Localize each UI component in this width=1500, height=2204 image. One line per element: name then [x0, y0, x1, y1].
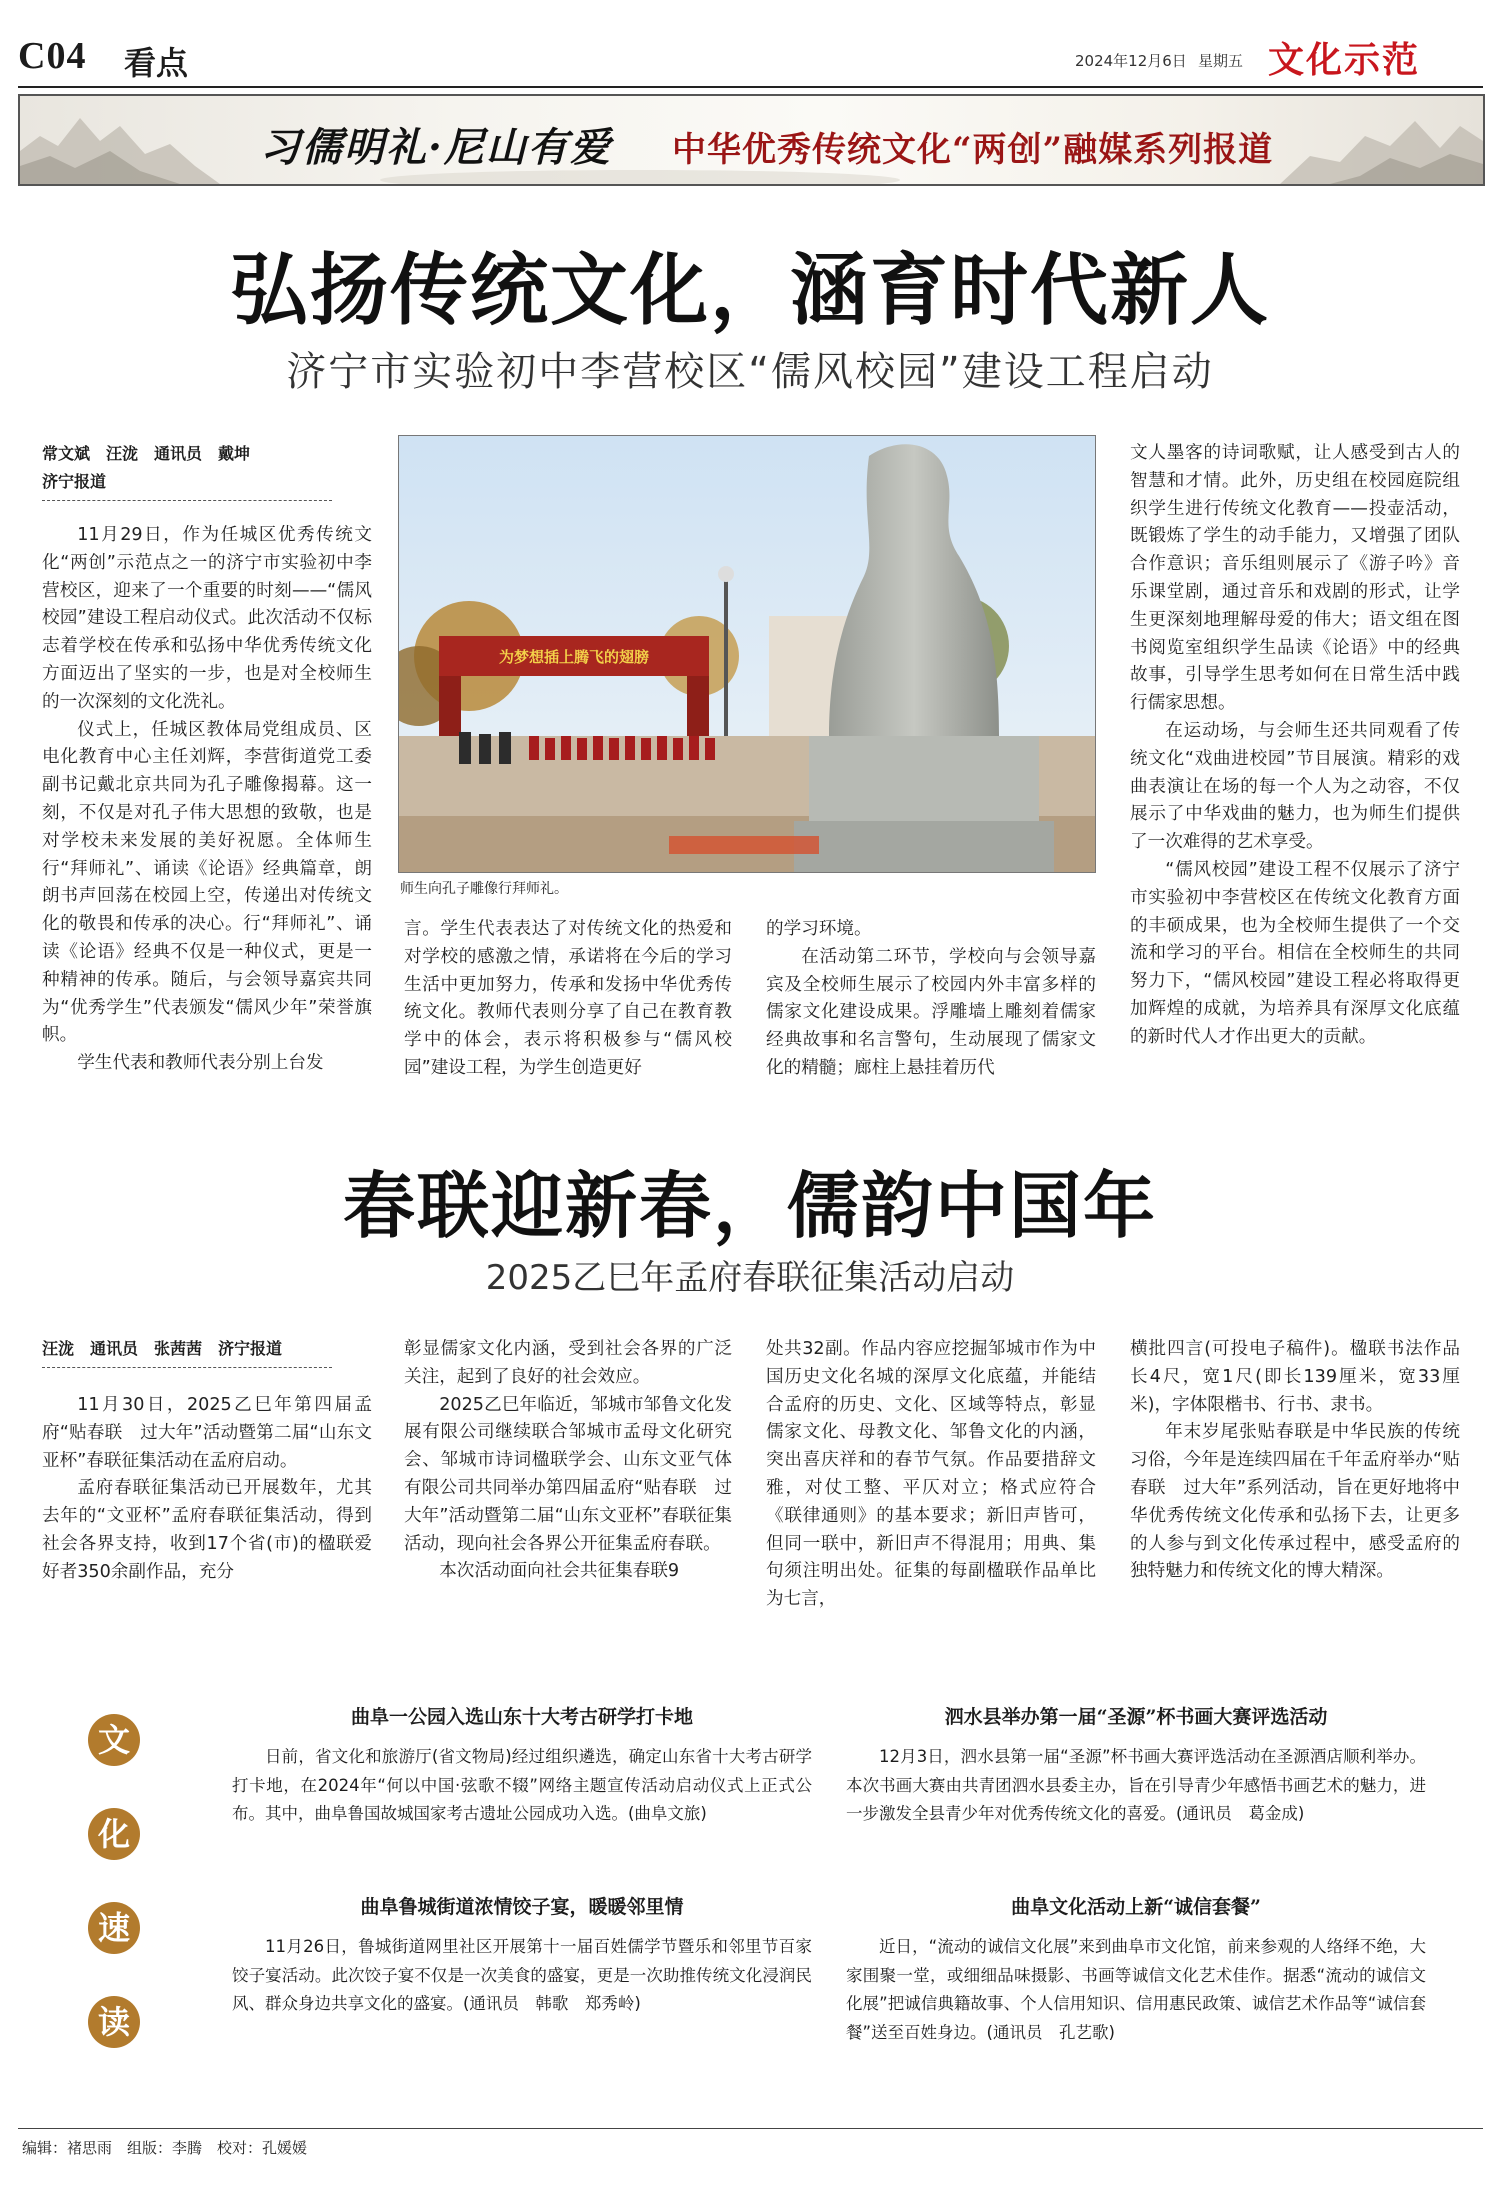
article1-byline	[42, 440, 342, 501]
article1-byline-place: 济宁报道	[42, 472, 107, 491]
article1-byline-authors: 常文斌 汪泷 通讯员 戴坤	[42, 444, 251, 463]
article2-byline	[42, 1335, 362, 1368]
quickread-label-char: 文	[88, 1714, 140, 1766]
quickread-label-char: 化	[88, 1808, 140, 1860]
gate-slogan: 为梦想插上腾飞的翅膀	[498, 648, 650, 666]
paragraph: 近日，“流动的诚信文化展”来到曲阜市文化馆，前来参观的人络绎不绝，大家围聚一堂，或细细品味摄影、书画等诚信文化艺术佳作。据悉“流动的诚信文化展”把诚信典籍故事、个人信用知识、信用惠民政策、诚信艺术作品等“诚信套餐”送至百姓身边。(通讯员 孔艺歌)	[846, 1937, 1426, 2042]
article2-column-1	[42, 1392, 372, 1587]
paragraph: 的学习环境。	[766, 919, 872, 939]
paragraph: 2025乙巳年临近，邹城市邹鲁文化发展有限公司继续联合邹城市孟母文化研究会、邹城市诗词楹联学会、山东文亚气体有限公司共同举办第四届孟府“贴春联 过大年”活动暨第二届“山东文亚杯”春联征集活动，现向社会各界公开征集孟府春联。	[404, 1394, 732, 1554]
quickread-label-char: 读	[88, 1996, 140, 2048]
paragraph: 12月3日，泗水县第一届“圣源”杯书画大赛评选活动在圣源酒店顺利举办。本次书画大赛由共青团泗水县委主办，旨在引导青少年感悟书画艺术的魅力，进一步激发全县青少年对优秀传统文化的喜爱。(通讯员 葛金成)	[846, 1747, 1426, 1823]
photo-caption: 师生向孔子雕像行拜师礼。	[400, 881, 568, 897]
article2-byline-authors: 汪泷 通讯员 张茜茜 济宁报道	[42, 1339, 283, 1358]
paragraph: 11月26日，鲁城街道网里社区开展第十一届百姓儒学节暨乐和邻里节百家饺子宴活动。此次饺子宴不仅是一次美食的盛宴，更是一次助推传统文化浸润民风、群众身边共享文化的盛宴。(通讯员 韩歌 郑秀岭)	[232, 1937, 812, 2013]
article2-headline: 春联迎新春，儒韵中国年	[342, 1163, 1157, 1248]
byline-divider	[42, 1367, 332, 1368]
article2-column-4	[1130, 1336, 1460, 1586]
series-banner	[18, 94, 1485, 186]
quickread-item-text	[846, 1933, 1426, 2047]
quickread-label-char: 速	[88, 1902, 140, 1954]
article1-column-4	[1130, 440, 1460, 1052]
quickread-item-title: 曲阜文化活动上新“诚信套餐”	[1011, 1896, 1261, 1918]
paragraph: “儒风校园”建设工程不仅展示了济宁市实验初中李营校区在传统文化教育方面的丰硕成果，也为全校师生提供了一个交流和学习的平台。相信在全校师生的共同努力下，“儒风校园”建设工程必将取得更加辉煌的成就，为培养具有深厚文化底蕴的新时代人才作出更大的贡献。	[1130, 859, 1460, 1047]
paragraph: 在活动第二环节，学校向与会领导嘉宾及全校师生展示了校园内外丰富多样的儒家文化建设成果。浮雕墙上雕刻着儒家经典故事和名言警句，生动展现了儒家文化的精髓；廊柱上悬挂着历代	[766, 946, 1096, 1078]
paragraph: 文人墨客的诗词歌赋，让人感受到古人的智慧和才情。此外，历史组在校园庭院组织学生进行传统文化教育——投壶活动，既锻炼了学生的动手能力，又增强了团队合作意识；音乐组则展示了《游子吟》音乐课堂剧，通过音乐和戏剧的形式，让学生更深刻地理解母爱的伟大；语文组在图书阅览室组织学生品读《论语》中的经典故事，引导学生思考如何在日常生活中践行儒家思想。	[1130, 443, 1460, 714]
editorial-credits: 编辑：褚思雨 组版：李腾 校对：孔媛媛	[22, 2139, 308, 2157]
quickread-item	[232, 1892, 812, 2019]
quickread-item-title: 曲阜一公园入选山东十大考古研学打卡地	[350, 1706, 693, 1728]
section-name: 看点	[124, 44, 189, 82]
page-number: C04	[18, 35, 87, 77]
quickread-item-text	[232, 1933, 812, 2019]
paragraph: 横批四言(可投电子稿件)。楹联书法作品长4尺，宽1尺(即长139厘米，宽33厘米)，字体限楷书、行书、隶书。	[1130, 1339, 1460, 1415]
paragraph: 仪式上，任城区教体局党组成员、区电化教育中心主任刘辉，李营街道党工委副书记戴北京共同为孔子雕像揭幕。这一刻，不仅是对孔子伟大思想的致敬，也是对学校未来发展的美好祝愿。全体师生行“拜师礼”、诵读《论语》经典篇章，朗朗书声回荡在校园上空，传递出对传统文化的敬畏和传承的决心。行“拜师礼”、诵读《论语》经典不仅是一种仪式，更是一种精神的传承。随后，与会领导嘉宾共同为“优秀学生”代表颁发“儒风少年”荣誉旗帜。	[42, 719, 372, 1046]
article2-column-3	[766, 1336, 1096, 1614]
paragraph: 11月29日，作为任城区优秀传统文化“两创”示范点之一的济宁市实验初中李营校区，迎来了一个重要的时刻——“儒风校园”建设工程启动仪式。此次活动不仅标志着学校在传承和弘扬中华优秀传统文化方面迈出了坚实的一步，也是对全校师生的一次深刻的文化洗礼。	[42, 525, 372, 712]
paragraph: 彰显儒家文化内涵，受到社会各界的广泛关注，起到了良好的社会效应。	[404, 1339, 732, 1387]
masthead-rule	[18, 86, 1483, 88]
quickread-item-title: 泗水县举办第一届“圣源”杯书画大赛评选活动	[944, 1706, 1328, 1728]
brand-logo: 文化示范	[1268, 40, 1421, 81]
quickread-item	[846, 1702, 1426, 1829]
article1-column-2	[404, 916, 732, 1083]
article2-subhead: 2025乙巳年孟府春联征集活动启动	[485, 1258, 1015, 1298]
paragraph: 言。学生代表表达了对传统文化的热爱和对学校的感激之情，承诺将在今后的学习生活中更加努力，传承和发扬中华优秀传统文化。教师代表则分享了自己在教育教学中的体会，表示将积极参与“儒风校园”建设工程，为学生创造更好	[404, 919, 732, 1078]
quickread-item-text	[846, 1743, 1426, 1829]
article1-headline: 弘扬传统文化，涵育时代新人	[229, 245, 1270, 336]
quickread-item	[232, 1702, 812, 1829]
quickread-item-text	[232, 1743, 812, 1829]
banner-series-title: 中华优秀传统文化“两创”融媒系列报道	[672, 130, 1274, 170]
quickread-item	[846, 1892, 1426, 2047]
paragraph: 年末岁尾张贴春联是中华民族的传统习俗，今年是连续四届在千年孟府举办“贴春联 过大年”系列活动，旨在更好地将中华优秀传统文化传承和弘扬下去，让更多的人参与到文化传承过程中，感受孟府的独特魅力和传统文化的博大精深。	[1130, 1422, 1460, 1582]
paragraph: 在运动场，与会师生还共同观看了传统文化“戏曲进校园”节目展演。精彩的戏曲表演让在场的每一个人为之动容，不仅展示了中华戏曲的魅力，也为师生们提供了一次难得的艺术享受。	[1130, 720, 1460, 853]
paragraph: 处共32副。作品内容应挖掘邹城市作为中国历史文化名城的深厚文化底蕴，并能结合孟府的历史、文化、区域等特点，彰显儒家文化、母教文化、邹鲁文化的内涵，突出喜庆祥和的春节气氛。作品要措辞文雅，对仗工整、平仄对立；格式应符合《联律通则》的基本要求；新旧声皆可，但同一联中，新旧声不得混用；用典、集句须注明出处。征集的每副楹联作品单比为七言，	[766, 1339, 1096, 1610]
article1-column-1	[42, 522, 372, 1078]
quickread-item-title: 曲阜鲁城街道浓情饺子宴，暖暖邻里情	[360, 1896, 684, 1918]
paragraph: 11月30日，2025乙巳年第四届孟府“贴春联 过大年”活动暨第二届“山东文亚杯”春联征集活动在孟府启动。	[42, 1395, 372, 1471]
paragraph: 日前，省文化和旅游厅(省文物局)经过组织遴选，确定山东省十大考古研学打卡地，在2024年“何以中国·弦歌不辍”网络主题宣传活动启动仪式上正式公布。其中，曲阜鲁国故城国家考古遗址公园成功入选。(曲阜文旅)	[232, 1747, 812, 1823]
footer-rule	[18, 2128, 1483, 2129]
byline-divider	[42, 500, 332, 501]
article1-photo	[398, 435, 1096, 873]
article1-column-3	[766, 916, 1096, 1083]
paragraph: 孟府春联征集活动已开展数年，尤其去年的“文亚杯”孟府春联征集活动，得到社会各界支持，收到17个省(市)的楹联爱好者350余副作品，充分	[42, 1478, 372, 1582]
paragraph: 学生代表和教师代表分别上台发	[77, 1053, 324, 1074]
article2-column-2	[404, 1336, 732, 1586]
banner-motto: 习儒明礼·尼山有爱	[260, 124, 612, 171]
issue-weekday: 星期五	[1198, 52, 1244, 70]
article1-subhead: 济宁市实验初中李营校区“儒风校园”建设工程启动	[286, 349, 1214, 395]
paragraph: 本次活动面向社会共征集春联9	[439, 1561, 680, 1582]
issue-date: 2024年12月6日	[1075, 52, 1187, 70]
